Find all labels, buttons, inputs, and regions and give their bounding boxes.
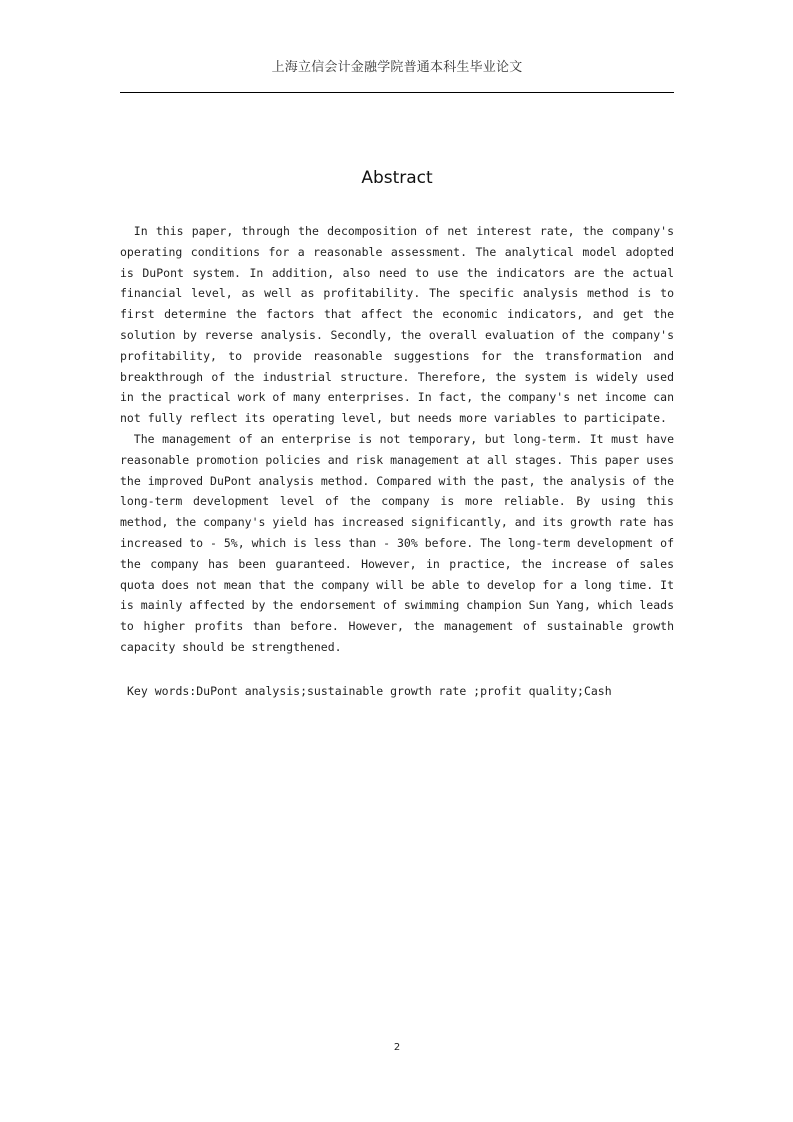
keywords-line: Key words:DuPont analysis;sustainable growth rate ;profit quality;Cash [127, 684, 612, 698]
abstract-title: Abstract [361, 168, 433, 188]
abstract-paragraph: In this paper, through the decomposition of net interest rate, the company's operating conditions for a reasonable assessment. The analytical model adopted is DuPont system. In addition, also need to use the indicators are the actual financial level, as well as profitability. The specific analysis method is to first determine the factors that affect the economic indicators, and get the solution by reverse analysis. Secondly, the overall evaluation of the company's profitability, to provide reasonable suggestions for the transformation and breakthrough of the industrial structure. Therefore, the system is widely used in the practical work of many enterprises. In fact, the company's net income can not fully reflect its operating level, but needs more variables to participate. [120, 224, 674, 426]
abstract-body [120, 221, 674, 658]
header-rule [120, 92, 674, 93]
abstract-paragraph: The management of an enterprise is not temporary, but long-term. It must have reasonable promotion policies and risk management at all stages. This paper uses the improved DuPont analysis method. Compared with the past, the analysis of the long-term development level of the company is more reliable. By using this method, the company's yield has increased significantly, and its growth rate has increased to - 5%, which is less than - 30% before. The long-term development of the company has been guaranteed. However, in practice, the increase of sales quota does not mean that the company will be able to develop for a long time. It is mainly affected by the endorsement of swimming champion Sun Yang, which leads to higher profits than before. However, the management of sustainable growth capacity should be strengthened. [120, 431, 674, 654]
page-number: 2 [393, 1042, 401, 1053]
running-header: 上海立信会计金融学院普通本科生毕业论文 [271, 60, 523, 75]
